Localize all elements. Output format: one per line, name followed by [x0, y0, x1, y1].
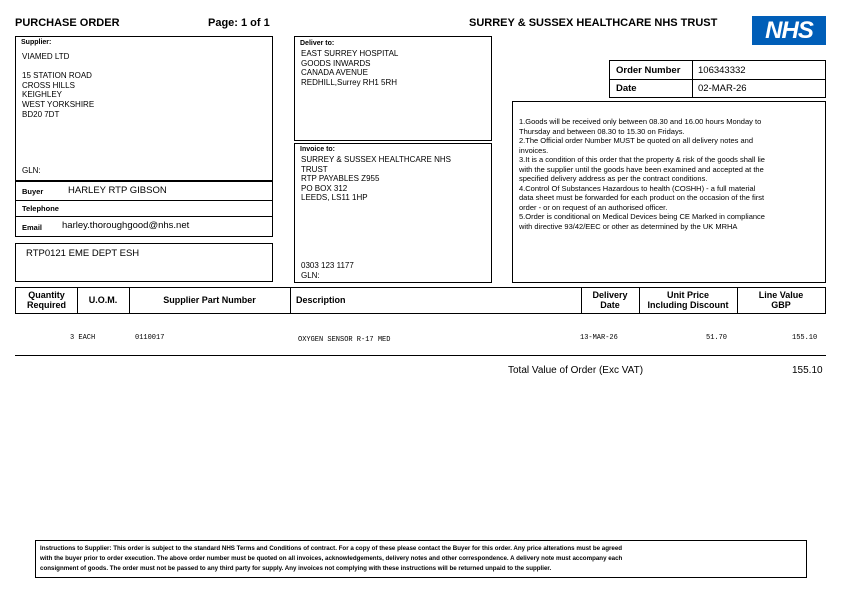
col-quantity-line2: Required	[26, 300, 66, 310]
terms-line: with directive 93/42/EEC or other as determined by the UK MRHA	[519, 221, 738, 231]
invoice-line: TRUST	[301, 164, 328, 174]
terms-line: 5.Order is conditional on Medical Devices being CE Marked in compliance	[519, 212, 765, 221]
invoice-gln-label: GLN:	[301, 271, 320, 280]
supplier-line: VIAMED LTD	[22, 52, 70, 61]
deliver-line: GOODS INWARDS	[301, 58, 371, 68]
row-unit-price: 51.70	[706, 334, 728, 342]
terms-line: Thursday and between 08.30 to 15.30 on Fridays.	[519, 126, 685, 136]
order-info-box	[609, 60, 826, 98]
col-delivery-line1: Delivery	[592, 290, 628, 300]
terms-line: 3.It is a condition of this order that the property & risk of the goods shall lie	[519, 155, 765, 164]
document-title: PURCHASE ORDER	[15, 17, 120, 29]
invoice-line: SURREY & SUSSEX HEALTHCARE NHS	[301, 155, 451, 164]
deliver-line: CANADA AVENUE	[301, 68, 368, 78]
delivery-address	[301, 49, 398, 87]
supplier-box	[15, 36, 273, 181]
order-reference: RTP0121 EME DEPT ESH	[26, 248, 140, 259]
footer-line: with the buyer prior to order execution. The above order number must be quoted on all invoices, acknowledgements, delivery notes and other correspondence. A delivery note must accompany each	[40, 555, 623, 562]
deliver-label: Deliver to:	[300, 40, 335, 47]
invoice-box	[294, 143, 492, 283]
col-delivery-line2: Date	[600, 300, 620, 310]
terms-line: specified delivery address as per the contract conditions.	[519, 174, 708, 183]
invoice-phone: 0303 123 1177	[301, 261, 354, 270]
terms-line: 2.The Official order Number MUST be quoted on all delivery notes and	[519, 136, 754, 145]
page-indicator: Page: 1 of 1	[208, 17, 270, 29]
invoice-line: LEEDS, LS11 1HP	[301, 193, 368, 203]
order-number: 106343332	[698, 65, 746, 76]
supplier-line: CROSS HILLS	[22, 80, 75, 90]
row-delivery-date: 13-MAR-26	[580, 334, 618, 342]
col-unit-price	[639, 290, 737, 310]
col-quantity-line1: Quantity	[28, 290, 65, 300]
terms-line: data sheet must be forwarded for each product on the occasion of the first	[519, 193, 765, 202]
row-line-value: 155.10	[792, 334, 818, 342]
row-part-number: 0110017	[135, 334, 165, 342]
order-number-label: Order Number	[616, 65, 681, 76]
table-rule	[15, 355, 826, 356]
col-quantity	[16, 290, 77, 310]
invoice-label: Invoice to:	[300, 146, 336, 153]
total-value: 155.10	[792, 365, 823, 376]
supplier-line: WEST YORKSHIRE	[22, 99, 95, 109]
buyer-label: Buyer	[22, 187, 44, 196]
col-part-number: Supplier Part Number	[163, 295, 256, 305]
supplier-label: Supplier:	[21, 39, 52, 46]
supplier-gln-label: GLN:	[22, 166, 41, 175]
nhs-logo: NHS	[752, 16, 826, 45]
terms-line: order - or on request of an authorised officer.	[519, 202, 668, 212]
supplier-line: BD20 7DT	[22, 109, 60, 119]
terms-line: with the supplier until the goods have been examined and accepted at the	[519, 164, 764, 174]
deliver-line: EAST SURREY HOSPITAL	[301, 49, 399, 58]
terms-line: 1.Goods will be received only between 08.30 and 16.00 hours Monday to	[519, 117, 762, 126]
supplier-line	[22, 62, 94, 72]
terms-line: invoices.	[519, 145, 549, 155]
col-price-line1: Unit Price	[666, 290, 709, 300]
footer-text	[40, 544, 622, 574]
telephone-label: Telephone	[22, 204, 59, 213]
order-date: 02-MAR-26	[698, 83, 747, 94]
col-line-line1: Line Value	[758, 290, 804, 300]
reference-box	[15, 243, 273, 282]
buyer-name: HARLEY RTP GIBSON	[68, 185, 167, 196]
supplier-line: KEIGHLEY	[22, 90, 63, 100]
col-uom: U.O.M.	[88, 295, 118, 305]
total-label: Total Value of Order (Exc VAT)	[508, 365, 644, 376]
email-value: harley.thoroughgood@nhs.net	[62, 220, 190, 231]
table-header	[15, 287, 826, 314]
deliver-box	[294, 36, 492, 141]
invoice-line: PO BOX 312	[301, 183, 348, 193]
terms-line: 4.Control Of Substances Hazardous to health (COSHH) - a full material	[519, 183, 756, 193]
trust-name: SURREY & SUSSEX HEALTHCARE NHS TRUST	[469, 17, 718, 29]
invoice-address	[301, 155, 451, 203]
col-description: Description	[296, 295, 346, 305]
footer-line: Instructions to Supplier: This order is subject to the standard NHS Terms and Conditions of contract. For a copy of these please contact the Buyer for this order. Any price alterations must be agreed	[40, 545, 623, 552]
invoice-line: RTP PAYABLES Z955	[301, 174, 380, 184]
deliver-line: REDHILL,Surrey RH1 5RH	[301, 77, 398, 87]
footer-line: consignment of goods. The order must not be passed to any third party for supply. Any invoices not complying with these instructions will be returned unpaid to the supplier.	[40, 565, 552, 572]
row-quantity: 3 EACH	[70, 334, 96, 342]
supplier-address	[22, 52, 94, 119]
col-price-line2: Including Discount	[647, 300, 729, 310]
contact-box	[15, 181, 273, 237]
date-label: Date	[616, 83, 637, 94]
footer-instructions	[35, 540, 807, 578]
col-delivery-date	[581, 290, 639, 310]
col-line-value	[737, 290, 825, 310]
terms-box	[512, 101, 826, 283]
email-label: Email	[22, 223, 43, 232]
row-description: OXYGEN SENSOR R-17 MED	[298, 336, 391, 344]
supplier-line: 15 STATION ROAD	[22, 71, 92, 81]
col-line-line2: GBP	[771, 300, 791, 310]
terms-text	[519, 117, 765, 231]
